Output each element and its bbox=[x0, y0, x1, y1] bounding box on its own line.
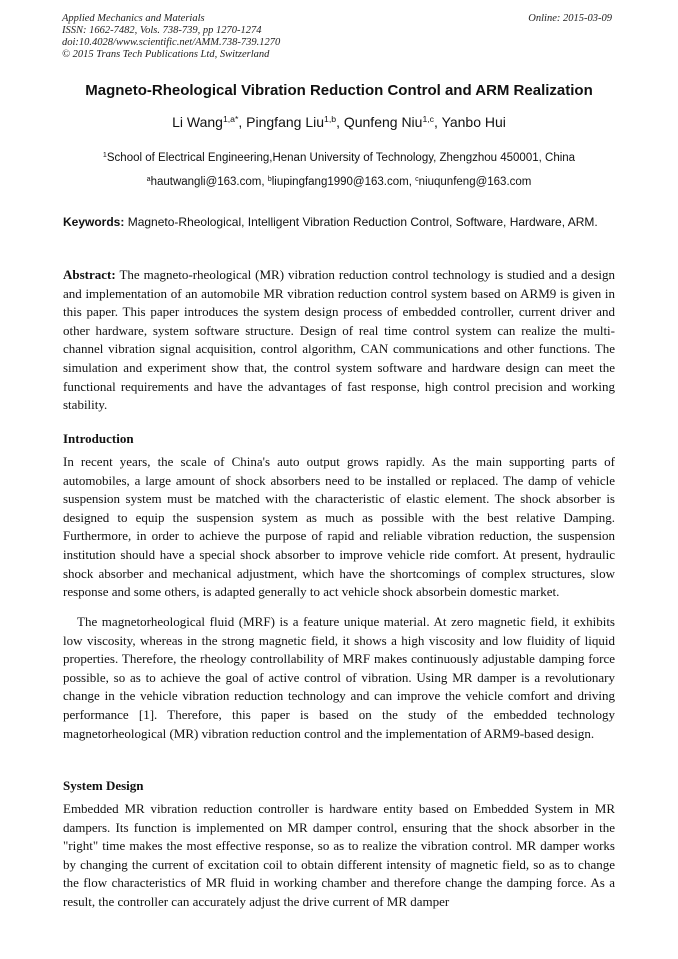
abstract-text: The magneto-rheological (MR) vibration reduction control technology is studied and a design and implementation of an automobile MR vibration reduction control system based on ARM9 is given in this paper. This paper introduces the system design process of embedded controller, current driver and other hardware, system software structure. Design of real time control system can realize the multi-channel vibration signal acquisition, control algorithm, CAN communications and other functions. The simulation and experiment show that, the control system software and hardware design can meet the functional requirements and have the advantages of fast response, high control precision and working stability. bbox=[63, 267, 615, 413]
issn-line: ISSN: 1662-7482, Vols. 738-739, pp 1270-1274 bbox=[62, 25, 262, 36]
affiliation-text: School of Electrical Engineering,Henan University of Technology, Zhengzhou 450001, China bbox=[106, 152, 576, 164]
email-address[interactable]: liupingfang1990@163.com bbox=[271, 176, 409, 188]
author-name: Li Wang bbox=[172, 114, 223, 130]
abstract bbox=[63, 266, 615, 415]
author-affil-marker: 1,b bbox=[324, 114, 337, 125]
system-design-paragraph-1: Embedded MR vibration reduction controller is hardware entity based on Embedded System in MR dampers. Its function is implemented on MR damper control, ensuring that the shock absorber in the "right" time makes the most effective response, so as to realize the vibration control. MR damper works by changing the current of excitation coil to obtain different intensity of magnetic field, so as to change the flow characteristics of MR fluid in working chamber and therefore change the damping force. As a result, the controller can accurately adjust the drive current of MR damper bbox=[63, 801, 615, 909]
email-address[interactable]: niuqunfeng@163.com bbox=[418, 176, 532, 188]
introduction-paragraph-2: The magnetorheological fluid (MRF) is a feature unique material. At zero magnetic field, it exhibits low viscosity, whereas in the strong magnetic field, it shows a high viscosity and low fluidity of liquid properties. Therefore, the rheology controllability of MRF makes continuously adjustable damping force possible, so as to achieve the goal of active control of vibration. Using MR damper is a revolutionary change in the vehicle vibration reduction technology and can improve the vehicle comfort and driving performance [1]. Therefore, this paper is based on the study of the embedded technology magnetorheological (MR) vibration reduction control and the implementation of ARM9-based design. bbox=[63, 614, 615, 741]
copyright-line: © 2015 Trans Tech Publications Ltd, Switzerland bbox=[62, 49, 270, 60]
author-affil-marker: 1,a* bbox=[222, 114, 239, 125]
author-name: Pingfang Liu bbox=[246, 114, 324, 130]
email-list: $^a$hautwangli@163.com, $^b$liupingfang1990@163.com, $^c$niuqunfeng@163.com bbox=[146, 175, 532, 188]
introduction-heading: Introduction bbox=[63, 431, 134, 446]
keywords-label: Keywords: bbox=[63, 215, 125, 229]
email-marker: a bbox=[146, 175, 151, 184]
affiliation bbox=[0, 152, 678, 164]
author-name: Qunfeng Niu bbox=[343, 114, 423, 130]
introduction-paragraph-1: In recent years, the scale of China's auto output grows rapidly. As the main supporting parts of automobiles, a large amount of shock absorbers need to be installed or replaced. The damp of vehicle suspension system must be matched with the characteristic of elastic element. The shock absorber is designed to equip the suspension system as much as possible with the best relative Damping. Furthermore, in order to achieve the purpose of rapid and reliable vibration reduction, the suspension institution should have a special shock absorber to improve vehicle ride comfort. At present, hydraulic shock absorber and mechanical adjustment, which have the shortcomings of complex structures, slow response and some others, is adapted generally to act vehicle shock absorbein domestic market. bbox=[63, 454, 615, 600]
author-name: Yanbo Hui bbox=[441, 114, 506, 130]
keywords bbox=[63, 213, 615, 231]
email-address[interactable]: hautwangli@163.com bbox=[150, 176, 262, 188]
keywords-text: Magneto-Rheological, Intelligent Vibration Reduction Control, Software, Hardware, ARM. bbox=[127, 215, 598, 229]
doi-line: doi:10.4028/www.scientific.net/AMM.738-739.1270 bbox=[62, 37, 281, 48]
journal-name: Applied Mechanics and Materials bbox=[62, 13, 205, 24]
affiliation-marker: 1 bbox=[102, 151, 107, 160]
email-marker: c bbox=[415, 175, 419, 184]
paper-title: Magneto-Rheological Vibration Reduction Control and ARM Realization bbox=[85, 82, 593, 99]
email-marker: b bbox=[267, 175, 272, 184]
online-date: Online: 2015-03-09 bbox=[528, 13, 612, 24]
journal-metadata bbox=[62, 13, 280, 61]
abstract-label: Abstract: bbox=[63, 267, 116, 282]
system-design-heading: System Design bbox=[63, 778, 144, 793]
author-list: Li Wang$^{1,a*}$, Pingfang Liu$^{1,b}$, Qunfeng Niu$^{1,c}$, Yanbo Hui bbox=[172, 114, 506, 130]
author-affil-marker: 1,c bbox=[422, 114, 435, 125]
